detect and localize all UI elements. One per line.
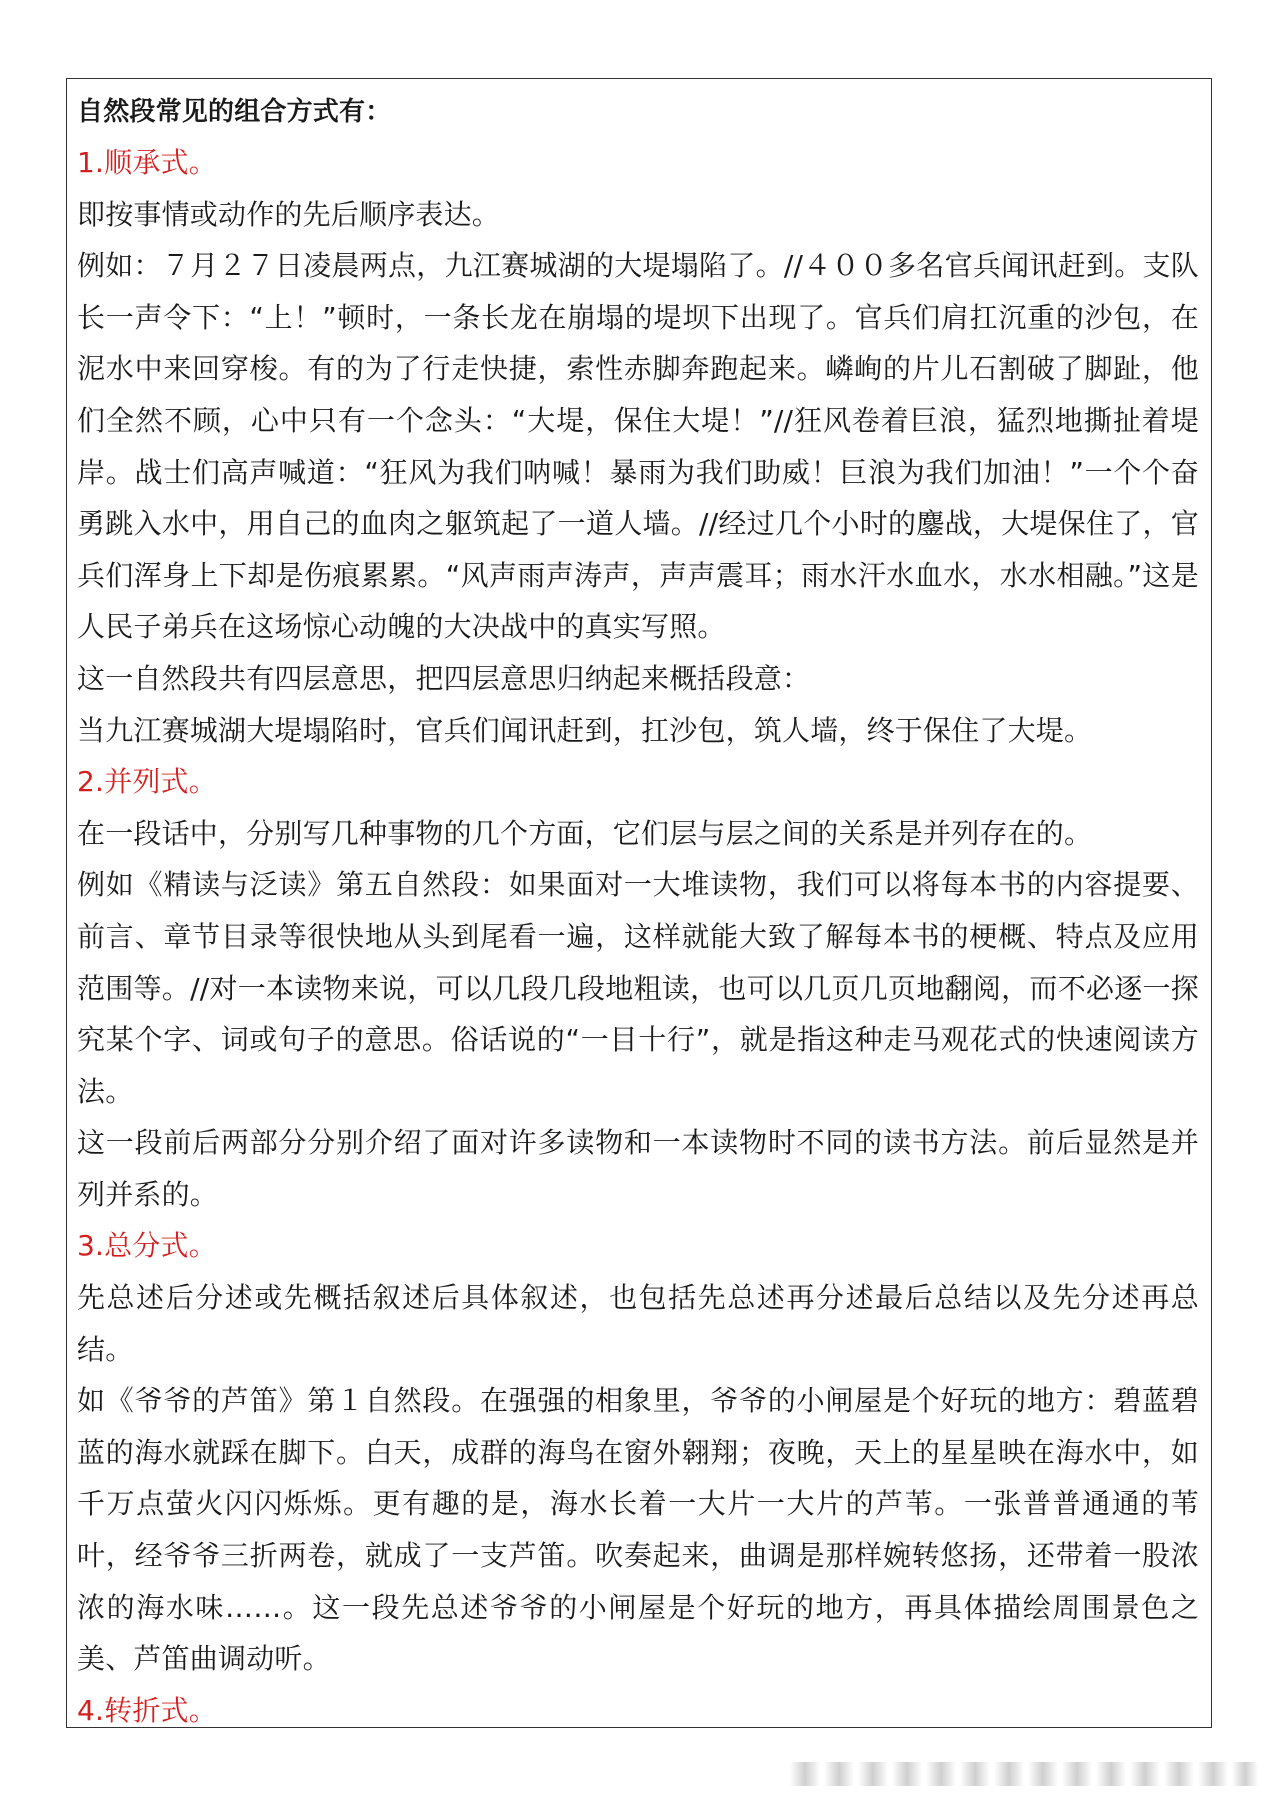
paragraph: 例如：７月２７日凌晨两点，九江赛城湖的大堤塌陷了。//４００多名官兵闻讯赶到。支队长一声令下：“上！”顿时，一条长龙在崩塌的堤坝下出现了。官兵们肩扛沉重的沙包，在泥水中来回穿梭。有的为了行走快捷，索性赤脚奔跑起来。嶙峋的片儿石割破了脚趾，他们全然不顾，心中只有一个念头：“大堤，保住大堤！”//狂风卷着巨浪，猛烈地撕扯着堤岸。战士们高声喊道：“狂风为我们呐喊！暴雨为我们助威！巨浪为我们加油！”一个个奋勇跳入水中，用自己的血肉之躯筑起了一道人墙。//经过几个小时的鏖战，大堤保住了，官兵们浑身上下却是伤痕累累。“风声雨声涛声，声声震耳；雨水汗水血水，水水相融。”这是人民子弟兵在这场惊心动魄的大决战中的真实写照。 xyxy=(77,249,1199,644)
document-frame xyxy=(66,78,1212,1728)
document-title: 自然段常见的组合方式有： xyxy=(77,97,392,127)
paragraph: 如《爷爷的芦笛》第１自然段。在强强的相象里，爷爷的小闸屋是个好玩的地方：碧蓝碧蓝的海水就踩在脚下。白天，成群的海鸟在窗外翱翔；夜晚，天上的星星映在海水中，如千万点萤火闪闪烁烁。更有趣的是，海水长着一大片一大片的芦苇。一张普普通通的苇叶，经爷爷三折两卷，就成了一支芦笛。吹奏起来，曲调是那样婉转悠扬，还带着一股浓浓的海水味……。这一段先总述爷爷的小闸屋是个好玩的地方，再具体描绘周围景色之美、芦笛曲调动听。 xyxy=(77,1384,1199,1676)
paragraph: 这一段前后两部分分别介绍了面对许多读物和一本读物时不同的读书方法。前后显然是并列并系的。 xyxy=(77,1126,1199,1211)
section-heading-transitional: 4.转折式。 xyxy=(77,1693,217,1727)
paragraph: 这一自然段共有四层意思，把四层意思归纳起来概括段意： xyxy=(77,661,811,695)
paragraph: 在一段话中，分别写几种事物的几个方面，它们层与层之间的关系是并列存在的。 xyxy=(77,816,1093,850)
paragraph: 当九江赛城湖大堤塌陷时，官兵们闻讯赶到，扛沙包，筑人墙，终于保住了大堤。 xyxy=(77,713,1093,747)
section-heading-parallel: 2.并列式。 xyxy=(77,765,217,799)
paragraph: 先总述后分述或先概括叙述后具体叙述，也包括先总述再分述最后总结以及先分述再总结。 xyxy=(77,1281,1199,1366)
paragraph: 即按事情或动作的先后顺序表达。 xyxy=(77,197,501,231)
paragraph: 例如《精读与泛读》第五自然段：如果面对一大堆读物，我们可以将每本书的内容提要、前言、章节目录等很快地从头到尾看一遍，这样就能大致了解每本书的梗概、特点及应用范围等。//对一本读物来说，可以几段几段地粗读，也可以几页几页地翻阅，而不必逐一探究某个字、词或句子的意思。俗话说的“一目十行”，就是指这种走马观花式的快速阅读方法。 xyxy=(77,868,1199,1108)
section-heading-sequential: 1.顺承式。 xyxy=(77,146,217,179)
page-fold-decoration xyxy=(790,1752,1260,1796)
section-heading-general-specific: 3.总分式。 xyxy=(77,1229,217,1263)
